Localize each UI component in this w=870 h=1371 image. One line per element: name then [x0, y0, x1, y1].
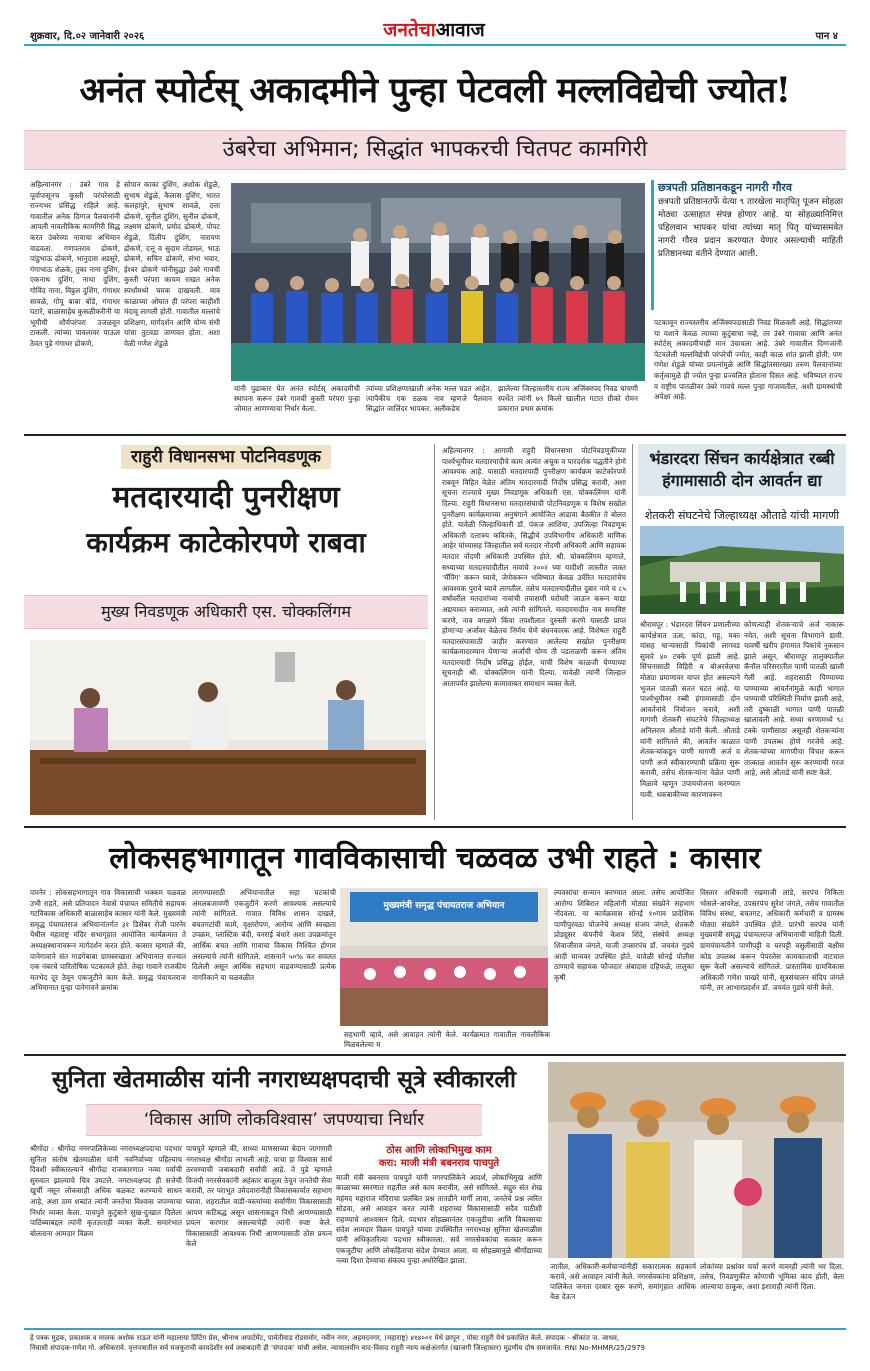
story5-headline: सुनिता खेतमाळीस यांनी नगराध्यक्षपदाची सूत्रे स्वीकारली: [52, 1067, 516, 1093]
story5-caption-2: लोकांच्या प्रश्नांवर चर्चा करणे यावरही त्यांनी भर दिला. तसेच, निवडणुकीत कोणाची भूमिका काय होती, बेला आल्याचा ठाकूक, अशा इशाराही त्यांनी दिला.: [700, 1262, 844, 1291]
story1-caption-2: त्यांच्या प्रशिक्षणाखाली अनेक मल्ल घडत आहेत. त्यापैकीच एक ठळक नाव म्हणजे पैलवान सिद्धांत जालिंदर भापकर. अलीकडेच: [366, 384, 492, 413]
story2-headline-2: कार्यक्रम काटेकोरपणे राबवा: [86, 526, 366, 559]
story5-box-title-2: करा: माजी मंत्री बबनराव पाचपुते: [378, 1158, 500, 1169]
issue-date: शुक्रवार, दि.०२ जानेवारी २०२६: [30, 31, 145, 42]
column-divider: [632, 444, 633, 820]
wrestlers-group-illustration: [231, 183, 645, 381]
story4-column-2: लागण्यासाठी अभियानातील सहा घटकांची अंमलबजावणी एकजुटीने करणे आवश्यक असल्याचे त्यांनी सांगितले. गावात विविध शासन दाखले, बचतगटांची कामे, वृक्षारोपण, आरोग्य आणि स्वच्छता उपक्रम, प्लास्टिक बंदी, वनराई बंधारे अशा उपक्रमांतून आर्थिक बचत आणि गावाचा विकास निश्चित होणार असल्याचे त्यांनी सांगितले. शासनाने ५०% कर सवलत दिलेली असून आर्थिक सहभाग वाढवण्यासाठी प्रत्येक नागरिकाने या चळवळीत: [192, 888, 336, 982]
divider: [24, 826, 846, 828]
story4-caption: सहभागी व्हावे, असे आवाहन त्यांनी केले. कार्यक्रमात गावातील नावलौकिक मिळवलेल्या म: [344, 1030, 550, 1049]
newspaper-page: [24, 18, 846, 1358]
panchayat-banner-text: मुख्यमंत्री समृद्ध पंचायतराज अभियान: [383, 901, 505, 911]
divider: [24, 434, 846, 436]
story1-subhead-band: [24, 130, 846, 170]
dam-illustration: [640, 526, 844, 614]
story5-column-2: पाचपुते म्हणाले की, साध्या माणसाच्या बेदान जागणारी नगराध्यक्ष श्रीगोंदा लाभली आहे. याचा हा विश्वास सार्थ ठरवण्याची जबाबदारी सर्वांची आहे. ते पुढे म्हणाले विजयी नगरसेवकांनी अहंकार बाजूला ठेवून जनतेची सेवा करावी, तर पराभूत उमेदवारांनीही विकासकार्यात सहभाग घ्यावा. शहरातील वाडी-वस्त्यांच्या सर्वांगीण विकासासाठी आपण कटिबद्ध असून शासनाकडून निधी आणण्यासाठी प्रयत्न करणार असल्याचेही त्यांनी स्पष्ट केले. विकासासाठी आवश्यक निधी आणण्यासाठी ठोस प्रयत्न केले: [186, 1144, 332, 1249]
story2-headline-1: मतदारयादी पुनरीक्षण: [112, 480, 340, 515]
story1-headline: अनंत स्पोर्टस् अकादमीने पुन्हा पेटवली मल्लविद्येची ज्योत!: [79, 70, 791, 111]
story1-caption-3: झालेल्या जिल्हास्तरीय राज्य अजिंक्यपद निवड चाचणी स्पर्धेत त्यांनी ७९ किलो खालील गटात ग्रीको रोमन प्रकारात प्रथम क्रमांक: [498, 384, 638, 413]
logo-word-2: आवाज: [435, 19, 485, 41]
story3-subhead: शेतकरी संघटनेचे जिल्हाध्यक्ष औताडे यांची मागणी: [644, 509, 840, 522]
story1-column-3: पटकावून राज्यस्तरीय अजिंक्यपदासाठी निवड मिळवली आहे. सिद्धांतच्या या यशाने केवळ त्याच्या कुटुंबाचा नव्हे, तर उंबरे गावाचा आणि अनंत स्पोर्टस् अकादमीचाही मान उंचावला आहे. उंबरे गावातील दिग्गजांनी पेटवलेली मल्लविद्येची परंपरेची ज्योत, काही काळ शांत झाली होती; पण गणेश शेडुळे यांच्या प्रयत्नांमुळे आणि सिद्धांतसारख्या तरुण पैलवानांच्या कर्तृत्वामुळे ही ज्योत पुन्हा प्रज्वलित होताना दिसत आहे. भविष्यात राज्य व राष्ट्रीय पातळीवर उंबरे गावचे मल्ल पुन्हा गाजावतील, अशी ग्रामस्थांची अपेक्षा आहे.: [654, 318, 842, 402]
felicitation-illustration: [548, 1062, 844, 1258]
story2-kicker: राहुरी विधानसभा पोटनिवडणूक: [121, 445, 331, 469]
story5-subhead: ‘विकास आणि लोकविश्वास’ जपण्याचा निर्धार: [143, 1110, 425, 1130]
newspaper-logo: [364, 16, 504, 44]
page-number: पान ४: [815, 31, 838, 42]
story4-column-1: पारनेर : लोकसहभागातून गाव विकासाची भक्कम चळवळ उभी राहते, असे प्रतिपादन नेवासे पंचायत समितीचे सहायक गटविकास अधिकारी बाळासाहेब कासार यांनी केले. मुख्यमंत्री समृद्ध पंचायतराज अभियानांतर्गत ३१ डिसेंबर रोजी पारनेर येथील महाराष्ट्र मंदिर सभागृहात आयोजित कार्यक्रमात ते अध्यक्षस्थानावरून मार्गदर्शन करत होते. कासार म्हणाले की, पानेगावाने संत गाडगेबाबा ग्रामस्वच्छता अभियानात राज्यात एक नंबरचे पारितोषिक पटकावले होते. तेव्हा गावाने राजकीय मतभेद दूर ठेवून एकजुटीने काम केले. समृद्ध पंचायतराज अभियानात पुन्हा पानेगावने क्रमांक: [30, 888, 186, 993]
story4-column-4: विस्तार अधिकारी रखमाजी लांडे, सरपंच निकिता भोसले-आयरेक्ष, उपसरपंच सुरेश जंगले, तसेच गावातील विविध संस्था, बचतगट, अधिकारी कर्मचारी व ग्रामस्थ मोठ्या संख्येने उपस्थित होते. प्रारंभी सरपंच यांनी मुख्यमंत्री समृद्ध पंचायतराज अभियानाची माहिती दिली. ग्रामपंचायतीने पाणीपट्टी व घरपट्टी वसुलीसाठी बक्षीस कोड उपलब्ध करून पेपरलेस कामकाजाची वाटचाल सुरू केली असल्याचे सांगितले. प्रास्ताविक ग्रामविकास अधिकारी गणेश पाखरे यांनी, सूत्रसंचालन संदिप जंगले यांनी, तर आभारप्रदर्शन डॉ. जयवंत गुडघे यांनी केले.: [700, 888, 844, 993]
story5-box-title-1: ठोस आणि लोकाभिमुख काम: [386, 1145, 492, 1156]
story1-column-2: सोपान काका दुशिंग, अशोक शेडुळे, सुभाष शेडुळे, कैलास दुशिंग, भारत कलहापुरे, सुभाष सावळे, दत्ता ढोकणे, सुनील दुशिंग, सुनील ढोकणे, लक्ष्मण ढोकणे, प्रमोद ढोकणे, पोपट शेडुळे, दिलीप दुशिंग, नारायण ढोकणे, दत्तू व सुदाम तोडमल, भाऊ ढोकणे, सचिन ढोकणे, संभा भवार, ईश्वर ढोकणे यांनीसुद्धा उंबरे गावची कुस्ती परंपरा कायम राखत अनेक स्पर्धांमध्ये चमक दाखवली. मात्र काळाच्या ओघात ही परंपरा काहीशी मंदावू लागली होती. गावातील मल्लांचे प्रशिक्षण, मार्गदर्शन आणि योग्य संधी यांचा तुटवडा जाणवत होता. अशा वेळी गणेश शेडुळे: [124, 180, 220, 348]
wrestlers-group-photo: [231, 183, 645, 381]
dam-photo: [640, 526, 844, 614]
column-divider: [434, 444, 435, 820]
story5-subhead-band: [86, 1104, 482, 1136]
story1-side-text: छत्रपती प्रतिष्ठानतर्फे येत्या ९ तारखेला मातृपितृ पूजन सोहळा मोठ्या उत्साहात संपन्न होणार आहे. या सोहळ्यानिमित्त पहिलवान भापकर यांचा त्यांच्या मातृ पितृ यांच्यासमवेत नागरी गौरव प्रदान करण्यात येणार असल्याची माहिती प्रतिष्ठानच्या वतीने देण्यात आली.: [658, 197, 843, 259]
story1-column-1: अहिल्यानगर : उंबरे गाव हे पूर्वापासूनच कुस्ती परंपरेसाठी राज्यभर प्रसिद्ध राहिले आहे. गावातील अनेक दिग्गज पैलवानांनी आपली नावलौकिक कामगिरी सिद्ध करत उंबरेच्या नावाचा अभिमान वाढवला. गणपतराव ढोकणे, पांडुभाऊ ढोकणे, भानुदास अडसुरे, गंगाभाऊ शेळके, तुका नाना दुशिंग, एकनाथ दुशिंग, नाथा दुशिंग, गोविंद नाना, विठ्ठल दुशिंग, गंगाधर सावळे, गोपू बाबा बोडे, गंगाधर घटारे, बाळासाहेब कुसळीकरीनी या भूमीची शौर्यपरंपरा उजळवून टाकली. त्यांच्या पावलावर पाऊल ठेवत पुढे गंगाधर ढोकणे,: [30, 180, 120, 348]
print-line-footer: [24, 1328, 846, 1358]
story2-kicker-wrap: [24, 444, 428, 470]
story5-box: [336, 1144, 542, 1324]
story3-column-1: श्रीरामपूर : भंडारदरा सिंचन प्रणालीच्या कार्यक्षेत्रात ऊस, कांदा, गहू, मका यांसह चाऱ्यासाठी पिकांची लागवड सुमारे ४० टक्के पूर्ण झाली आहे. सिंचनासाठी विहिरी व बोअरवेलचा मोठ्या प्रमाणावर वापर होत असल्याने भूजल पातळी सतत घटत आहे. या पार्श्वभूमीवर रब्बी हंगामासाठी दोन आवर्तनांचे नियोजन करावे, अशी मागणी शेतकरी संघटनेचे जिल्हाध्यक्ष अनिलराव औताडे यांनी केली. औताडे यांनी सांगितले की, आवर्तन काळात शेतकऱ्यांकडून पाणी मागणी अर्ज व पाणी अर्ज स्वीकारण्याची प्रक्रिया सुरू करावी, तसेच शेतकऱ्यांना वेळेत पाणी मिळावे म्हणून उपाययोजना करण्यात यावी. थकबाकीच्या कारणावरून: [640, 620, 740, 799]
logo-word-1: जनतेचा: [383, 19, 436, 41]
story5-column-1: श्रीगोंदा : श्रीगोंदा नगरपालिकेच्या नगराध्यक्षपदाचा पदभार सुनिता संतोष खेतमाळीस यांनी नवनिर्वाच्या पहिल्याच दिवशी स्वीकारल्याने श्रीगोंदा राजकारणात नव्या पर्वाची सुरुवात झाल्याचे चित्र उमटले. नगराध्यक्षपद ही सत्तेची खुर्ची नसून लोकसाही अधिक बळकट करण्याचे साधन आहे, अशा ठाम शब्दांत त्यांनी जनतेचा विश्वास जपण्याचा निर्धार व्यक्त केला. पाचपुते कुटुंबाने सुख-दुःखात दिलेला पाठिंब्याबद्दल त्यांनी कृतज्ञताही व्यक्त केली. समारंभात बोलताना आमदार विक्रम: [30, 1144, 182, 1238]
swearing-in-photo: [548, 1062, 844, 1258]
election-meeting-photo: [30, 640, 426, 815]
story3-column-2: कोणत्याही शेतकऱ्याचे अर्ज नाकारू नयेत, अशी सूचना विभागाने द्यावी. यावर्षी खरीप हंगामात पिकांचे नुकसान झाले असून, श्रीरामपूर तालुक्यातील कॅनॉल परिसरातील पाणी पातळी खाली गेली आहे. शहरासाठी पिण्याच्या पाण्याच्या आवर्तनांमुळे काही भागात पाण्याची परिस्थिती निर्माण झाली आहे, तरी दुष्काळी भागात पाणी पातळी खालावली आहे. सध्या धरणामध्ये ९८ टक्के पाणीसाठा असूनही शेतकऱ्यांना पाणी उपलब्ध होणे गरजेचे आहे. शेतकऱ्यांच्या मागणीचा विचार करून तात्काळ आवर्तन सुरू करण्याची गरज आहे, असे औताडे यांनी स्पष्ट केले.: [744, 620, 844, 778]
footer-line-2: निवासी संपादक-गणेश गो. अधिकरावे. वृत्तपत्रातील सर्व मजकुराची कायदेशीर सर्व जबाबदारी ही ‘संपादक’ यांची असेल. न्यायालयीन वाद-विवाद राहुरी न्याय कक्षेअंतर्गत (खाजगी जिल्हास्तर) मुद्रणीय दोष समजावेत. RNI No-MHMR/25/2979: [30, 1344, 645, 1352]
story5-box-text: माजी मंत्री बबनराव पाचपुते यांनी नगरपालिकेने आदर्श, लोकाभिमुख आणि काळाच्या स्मरणात राहतील असे काम करावीत, असे सांगितले. सद्गुरु संत शेख महंमद महाराज मंदिराचा प्रलंबित प्रश्न तातडीने मार्गी लावा, जनतेचे प्रश्न त्वरित सोडवा, असे आवाहन करत त्यांनी शहराच्या विकासासाठी सदैव पाठीशी राहण्याचे आश्वासन दिले. पदभार सोहळ्यानंतर एकजुटीचा आणि विकासाचा संदेश आमदार विक्रम पाचपुते यांच्या उपस्थितीत नगराध्यक्ष सुनिता खेतमाळीस यांनी अधिकृतरित्या पदभार स्वीकारला. सर्व नगरसेवकांचा सत्कार करून एकजुटीचा आणि लोकहिताचा संदेश देण्यात आला. या सोहळ्यानुळे श्रीगोंद्याच्या नव्या दिशा देण्याचा संकल्प पुन्हा अधोरेखित झाला.: [336, 1173, 542, 1266]
story1-caption-1: यांनी पुढाकार घेत अनंत स्पोर्टस् अकादमीची स्थापना करून उंबरे गावची कुस्ती परंपरा पुन्हा जोमात आणण्याचा निर्धार केला.: [234, 384, 360, 413]
story4-headline: लोकसहभागातून गावविकासाची चळवळ उभी राहते : कासार: [109, 841, 761, 876]
story1-side-box: [651, 180, 843, 310]
divider: [24, 1054, 846, 1056]
story1-side-title: छत्रपती प्रतिष्ठानकडून नागरी गौरव: [658, 181, 793, 194]
masthead: [24, 19, 846, 46]
story2-subhead-band: [24, 595, 428, 629]
story3-headline: भंडारदरा सिंचन कार्यक्षेत्रात रब्बी हंगामासाठी दोन आवर्तन द्या: [649, 449, 835, 490]
story2-subhead: मुख्य निवडणूक अधिकारी एस. चोक्कलिंगम: [101, 602, 351, 621]
panchayat-event-photo: [340, 888, 548, 1026]
story2-body: अहिल्यानगर : आगामी राहुरी विधानसभा पोटनिवडणुकीच्या पार्श्वभूमीवर मतदारयादीचे काम अत्यंत अचूक व पारदर्शक पद्धतीने होणे आवश्यक आहे. यासाठी मतदारयादी पुनरीक्षण कार्यक्रम काटेकोरपणे राबवून विहित वेळेत अंतिम मतदारयादी निर्दोष प्रसिद्ध करावी, अशा सूचना राज्याचे मुख्य निवडणूक अधिकारी एस. चोक्कलिंगम यांनी दिल्या. राहुरी विधानसभा मतदारसंघाची पोटनिवडणूक व विशेष सखोल पुनरीक्षण कार्यक्रमाच्या अनुषंगाने आयोजित आढावा बैठकीत ते बोलत होते. यावेळी जिल्हाधिकारी डॉ. पंकज आशिया, उपजिल्हा निवडणूक अधिकारी दत्तात्रय कवितके, सिद्धीचे उपविभागीय अधिकारी माणिक आहेर यांच्यासह जिल्हातील सर्व मतदार नोंदणी अधिकारी आणि सहायक मतदार नोंदणी अधिकारी उपस्थित होते. श्री. चोक्कलिंगम म्हणाले, सध्याच्या मतदारयादीतील नावांचे २००२ च्या यादीशी जास्तीत जास्त 'मॅपिंग' करून घ्यावे, जेणेकरून भविष्यात केवळ उर्वरित मतदारांचेच आवश्यक पुरावे घ्यावे लागतील. तसेच मतदारयादीतील दुबार नावे व ८५ वर्षांवरील मतदारांच्या नावांची तपासणी घरोघरी जाऊन करून याद्या अद्ययावत कराव्यात, असे त्यांनी सांगितले. मतदारयादीत नाव समाविष्ट करणे, नाव वगळणे किंवा तपशीलात दुरुस्ती करणे यासाठी प्राप्त होणाऱ्या अर्जांवर वेळेतच निर्णय घेणे बंधनकारक आहे. विशेषतः राहुरी मतदारसंघासाठी जाहीर करण्यात आलेल्या सखोल पुनरीक्षण कार्यक्रमादरम्यान येणाऱ्या अर्जांची योग्य ती पडताळणी करून अंतिम मतदारयादी निर्दोष प्रसिद्ध होईल, याची विशेष काळजी घेण्याच्या सूचनाही श्री. चोक्कलिंगम यांनी दिल्या. यावेळी त्यांनी जिल्हात आतापर्यंत झालेल्या कामावाबत समाधान व्यक्त केले.: [442, 446, 626, 689]
footer-line-1: हे पत्रक मुद्रक, प्रकाशक व मालक अशोक राऊत यांनी महालाया प्रिंटिंग प्रेस, श्रीनाथ अपार्टमेंट, पार्वतीवाड रोडसमोर, नवीन नगर, अहमदनगर, (महाराष्ट्र) ४१४००१ येथे छापून , पोस्ट राहुरी येथे प्रकाशित केले. संपादक - श्रीकांत ज. जाधव,: [30, 1334, 620, 1342]
story5-caption-1: जातील, अधिकारी-कर्मचाऱ्यांनीही सकारात्मक सहकार्य करावे, असे आवाहन त्यांनी केले. नगरसेवकांना प्रशिक्षण, पालिकेत जनता दरबार सुरू करणे, समांगृहात आधिक वेळ देऊन: [550, 1262, 696, 1301]
story4-column-3: ल्यवसांचा सन्मान करण्यात आला. तसेच आयोजित आरोग्य शिबिरात महिलांनी मोठ्या संख्येने सहभाग नोंदवला. या कार्यक्रमास सोनई १०गाव प्रादेशिक पाणीपुरवठा योजनेचे अध्यक्ष संजय जंगले, शेतकरी प्रोड्यूसर कंपनीचे केशव शिंदे, संस्थेचे अध्यक्ष शिवाजीराव जंगले, माजी उपसरपंच डॉ. जयवंत गुडघे आदी मान्यवर उपस्थित होते. यावेळी सोनई पोलीस ठाण्याचे सहायक फौजदार अंबादास दहिफळे, तालुका कृषी: [554, 888, 694, 982]
meeting-illustration: [30, 640, 426, 815]
story1-subhead: उंबरेचा अभिमान; सिद्धांत भापकरची चितपट कामगिरी: [222, 137, 648, 162]
story3-header: [638, 444, 846, 496]
